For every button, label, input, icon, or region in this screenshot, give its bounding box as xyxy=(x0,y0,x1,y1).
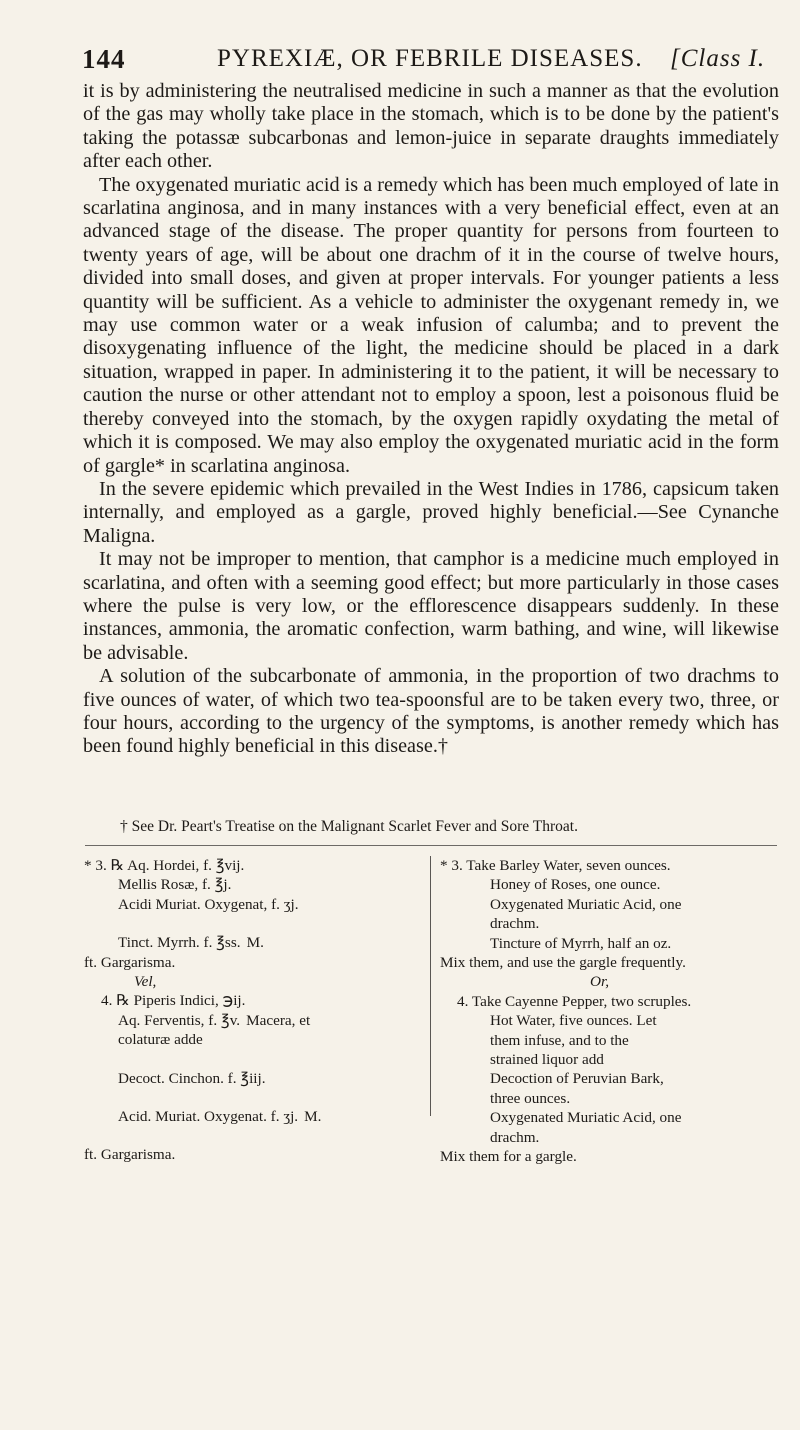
footnote-text: M. xyxy=(246,934,264,952)
footnote-line xyxy=(84,1011,424,1030)
column-divider xyxy=(430,856,431,1116)
running-title: PYREXIÆ, OR FEBRILE DISEASES. xyxy=(217,45,643,72)
paragraph: It may not be improper to mention, that camphor is a medicine much employed in scarlatina, and often with a seeming good effect; but more particularly in those cases where the pulse is very low, or the efflorescence disappears suddenly. In these instances, ammonia, the aromatic confection, warm bathing, and wine, will likewise be advisable. xyxy=(83,548,779,664)
footnote-line xyxy=(84,933,424,952)
footnote-line: Oxygenated Muriatic Acid, one xyxy=(490,895,682,913)
footnote-line: Mix them for a gargle. xyxy=(440,1148,577,1166)
footnote-line: drachm. xyxy=(490,915,540,933)
footnote-text: Tinct. Myrrh. f. ℥ss. xyxy=(118,934,241,952)
footnote-line: Or, xyxy=(590,973,609,991)
latin-prescription-column xyxy=(84,856,424,1165)
footnote-line: * 3. Take Barley Water, seven ounces. xyxy=(440,857,671,874)
english-translation-column xyxy=(440,856,778,1167)
footnote-line: Mellis Rosæ, f. ℥j. xyxy=(118,876,232,894)
page-number: 144 xyxy=(82,44,126,74)
footnote-line: Decoction of Peruvian Bark, xyxy=(490,1070,664,1088)
footnote-line: 4. ℞ Piperis Indici, ℈ij. xyxy=(101,992,246,1010)
paragraph: A solution of the subcarbonate of ammonia, in the proportion of two drachms to five ounces of water, of which two tea-spoonsful are to be taken every two, three, or four hours, according to the urgency of the symptoms, is another remedy which has been found highly beneficial in this disease.† xyxy=(83,665,779,758)
paragraph: The oxygenated muriatic acid is a remedy which has been much employed of late in scarlatina anginosa, and in many instances with a very beneficial effect, even at an advanced stage of the disease. The proper quantity for persons from fourteen to twenty years of age, will be about one drachm of it in the course of twelve hours, divided into small doses, and given at proper intervals. For younger patients a less quantity will be sufficient. As a vehicle to administer the oxygenant remedy in, we may use common water or a weak infusion of calumba; and to prevent the disoxygenating influence of the light, the medicine should be placed in a dark situation, wrapped in paper. In administering it to the patient, it will be necessary to caution the nurse or other attendant not to employ a spoon, lest a poisonous fluid be thereby conveyed into the stomach, by the oxygen rapidly oxydating the metal of which it is composed. We may also employ the oxygenated muriatic acid in the form of gargle* in scarlatina anginosa. xyxy=(83,173,779,477)
footnote-line: drachm. xyxy=(490,1128,540,1146)
footnote-line: Oxygenated Muriatic Acid, one xyxy=(490,1109,682,1127)
footnote-line: Acidi Muriat. Oxygenat, f. ʒj. xyxy=(118,895,299,913)
paragraph: it is by administering the neutralised medicine in such a manner as that the evolution of the gas may wholly take place in the stomach, which is to be done by the patient's taking the potassæ subcarbonas and lemon-juice in separate draughts immediately after each other. xyxy=(83,80,779,173)
footnote-line: three ounces. xyxy=(490,1089,571,1107)
footnote-line: strained liquor add xyxy=(490,1051,604,1069)
body-text xyxy=(83,80,779,759)
footnote-rule xyxy=(85,845,777,846)
footnote-text: Macera, et xyxy=(246,1011,311,1029)
class-label: [Class I. xyxy=(670,45,766,72)
footnote-line xyxy=(84,1107,424,1126)
footnote-line: Tincture of Myrrh, half an oz. xyxy=(490,934,672,952)
running-head xyxy=(82,44,778,80)
footnote-line: 4. Take Cayenne Pepper, two scruples. xyxy=(457,992,692,1010)
footnote-line: Decoct. Cinchon. f. ℥iij. xyxy=(118,1069,266,1087)
footnote-line: ft. Gargarisma. xyxy=(84,953,176,971)
footnote-text: M. xyxy=(304,1108,322,1126)
footnote-line: * 3. ℞ Aq. Hordei, f. ℥vij. xyxy=(84,857,245,874)
footnote-line: them infuse, and to the xyxy=(490,1031,629,1049)
footnote-line: Mix them, and use the gargle frequently. xyxy=(440,954,686,972)
footnote-line: Honey of Roses, one ounce. xyxy=(490,876,661,894)
paragraph: In the severe epidemic which prevailed in the West Indies in 1786, capsicum taken internally, and employed as a gargle, proved highly beneficial.—See Cynanche Maligna. xyxy=(83,477,779,547)
dagger-footnote: † See Dr. Peart's Treatise on the Malignant Scarlet Fever and Sore Throat. xyxy=(120,818,578,835)
footnote-line: Hot Water, five ounces. Let xyxy=(490,1012,657,1030)
footnote-text: Aq. Ferventis, f. ℥v. xyxy=(118,1011,241,1029)
footnote-text: Acid. Muriat. Oxygenat. f. ʒj. xyxy=(118,1108,299,1126)
footnote-line: ft. Gargarisma. xyxy=(84,1146,176,1164)
footnote-line: Vel, xyxy=(134,973,157,991)
footnote-line: colaturæ adde xyxy=(118,1031,203,1049)
